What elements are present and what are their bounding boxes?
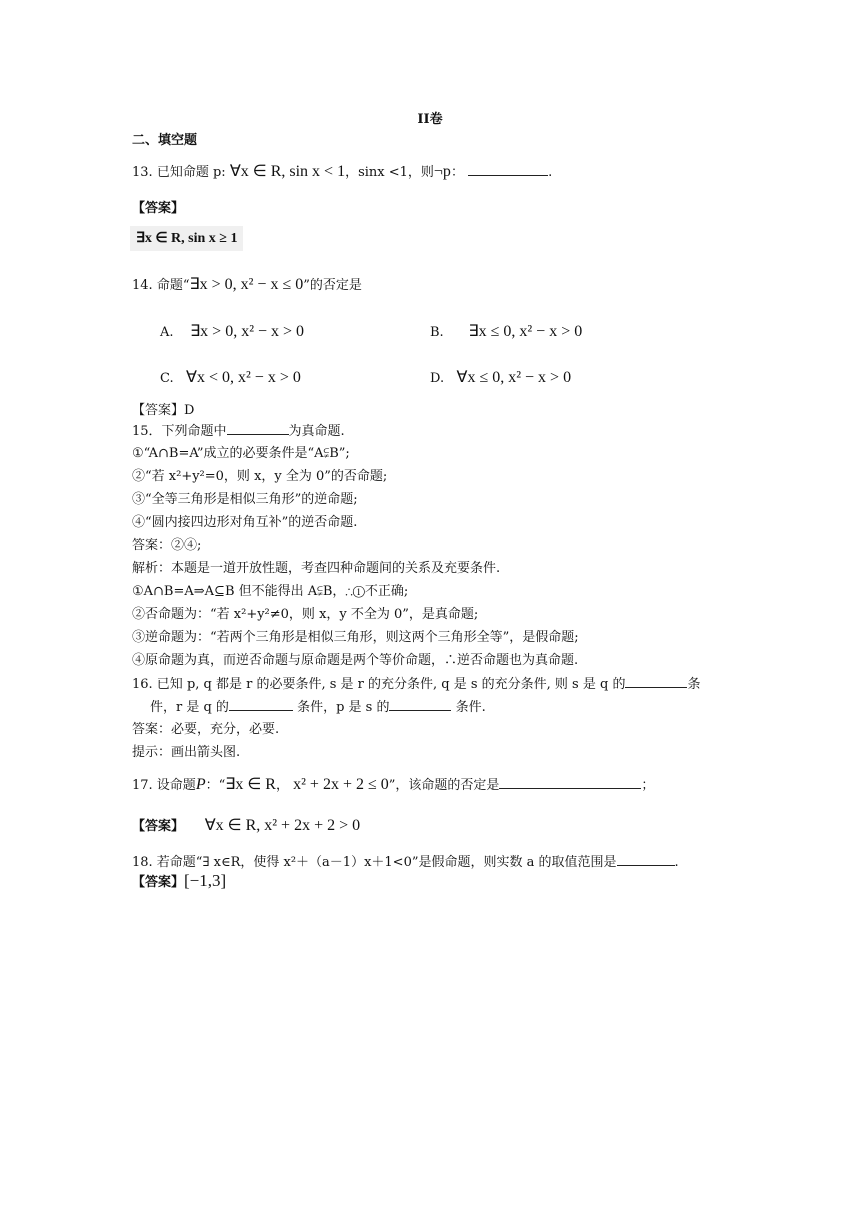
option-formula: ∃x ≤ 0, x² − x > 0 (468, 323, 583, 340)
option-formula: ∀x < 0, x² − x > 0 (186, 369, 301, 386)
q15-analysis-2: ①A∩B=A⇒A⊆B 但不能得出 A⫋B，∴①不正确; (132, 584, 409, 599)
q18-answer-label: 【答案】 (132, 875, 185, 890)
question-14 (132, 276, 362, 295)
q17-stem-a: 17. 设命题 (132, 778, 196, 793)
q15-answer: 答案：②④; (132, 538, 202, 553)
option-label: A. (160, 325, 174, 340)
q15-analysis-3: ②否命题为：“若 x²+y²≠0，则 x，y 不全为 0”，是真命题; (132, 607, 479, 622)
section-title: 二、填空题 (132, 133, 198, 148)
q18-answer-blank (617, 853, 675, 866)
q15-stem-a: 15．下列命题中 (132, 424, 227, 439)
q17-p: P (195, 776, 206, 793)
q13-answer-image: ∃x ∈ R, sin x ≥ 1 (130, 226, 243, 251)
q14-option-b (430, 321, 582, 341)
q13-number: 13. (132, 165, 153, 180)
q13-end: . (548, 165, 553, 180)
q15-analysis-1: 解析：本题是一道开放性题，考查四种命题间的关系及充要条件. (132, 561, 501, 576)
q14-stem-b: ”的否定是 (303, 278, 362, 293)
q15-item-4: ④“圆内接四边形对角互补”的逆否命题. (132, 515, 358, 530)
q17-stem-d: ”，该命题的否定是 (388, 778, 500, 793)
q13-text-b: ，sinx <1，则 (345, 165, 434, 180)
q13-formula: ∀x ∈ R, sin x < 1 (229, 163, 346, 180)
q16-line1-text: 16. 已知 p, q 都是 r 的必要条件, s 是 r 的充分条件, q 是 s 的充分条件, 则 s 是 q 的 (132, 677, 626, 692)
q16-blank-2 (229, 698, 293, 711)
question-18 (132, 853, 679, 872)
q17-answer-label: 【答案】 (132, 819, 185, 834)
q17-stem-b: ：“ (205, 778, 226, 793)
q18-answer: [−1,3] (184, 871, 227, 890)
q16-answer: 答案：必要，充分，必要. (132, 722, 280, 737)
option-formula: ∃x > 0, x² − x > 0 (190, 323, 305, 340)
q14-option-c (160, 367, 301, 387)
q16-hint: 提示：画出箭头图. (132, 745, 241, 760)
q14-number: 14. (132, 278, 153, 293)
q13-text-a: 已知命题 p: (156, 165, 226, 180)
q17-formula-1: ∃x ∈ R (225, 776, 276, 793)
question-17 (132, 776, 654, 795)
q15-analysis-5: ④原命题为真，而逆否命题与原命题是两个等价命题，∴逆否命题也为真命题. (132, 653, 579, 668)
option-formula: ∀x ≤ 0, x² − x > 0 (456, 369, 572, 386)
q17-stem-c: ， (275, 778, 289, 793)
q13-answer-blank (468, 163, 548, 176)
q15-item-3: ③“全等三角形是相似三角形”的逆命题; (132, 492, 358, 507)
q16-line2-a: 件，r 是 q 的 (150, 700, 229, 715)
q15-stem-b: 为真命题. (288, 424, 345, 439)
q17-stem-e: ； (641, 778, 655, 793)
question-13 (132, 163, 552, 182)
q16-blank-3 (389, 698, 451, 711)
q13-text-c: ： (450, 165, 464, 180)
q17-answer-row (132, 817, 360, 836)
q17-answer-blank (499, 776, 641, 789)
option-label: B. (430, 325, 444, 340)
q16-line2-c: 条件. (455, 700, 486, 715)
q14-stem-a: 命题“ (156, 278, 190, 293)
q15-answer-blank (227, 422, 289, 435)
q16-blank-1 (625, 675, 687, 688)
q13-answer-label: 【答案】 (132, 201, 185, 216)
q16-line1-tail: 条 (687, 677, 701, 692)
q17-formula-2: x² + 2x + 2 ≤ 0 (293, 776, 389, 793)
q15-item-2: ②“若 x²+y²=0，则 x，y 全为 0”的否命题; (132, 469, 388, 484)
q18-answer-row (132, 872, 226, 892)
question-15 (132, 422, 345, 441)
question-16-line-2 (150, 698, 486, 717)
q15-analysis-4: ③逆命题为：“若两个三角形是相似三角形，则这两个三角形全等”，是假命题; (132, 630, 579, 645)
option-label: D. (430, 371, 445, 386)
option-label: C. (160, 371, 174, 386)
q15-item-1: ①“A∩B=A”成立的必要条件是“A⫋B”; (132, 446, 350, 461)
q14-option-a (160, 321, 304, 341)
q14-option-d (430, 367, 571, 387)
volume-title: II卷 (417, 112, 443, 127)
q18-stem-a: 18. 若命题“∃ x∈R，使得 x²＋（a－1）x＋1<0”是假命题，则实数 a 的取值范围是 (132, 855, 617, 870)
q14-stem-formula: ∃x > 0, x² − x ≤ 0 (189, 276, 304, 293)
q18-stem-b: . (674, 855, 679, 870)
q17-answer: ∀x ∈ R, x² + 2x + 2 > 0 (204, 817, 361, 834)
q16-line2-b: 条件，p 是 s 的 (297, 700, 390, 715)
question-16-line-1 (132, 675, 700, 694)
q14-answer: 【答案】D (132, 403, 195, 418)
q13-neg-p: ¬p (433, 163, 451, 180)
